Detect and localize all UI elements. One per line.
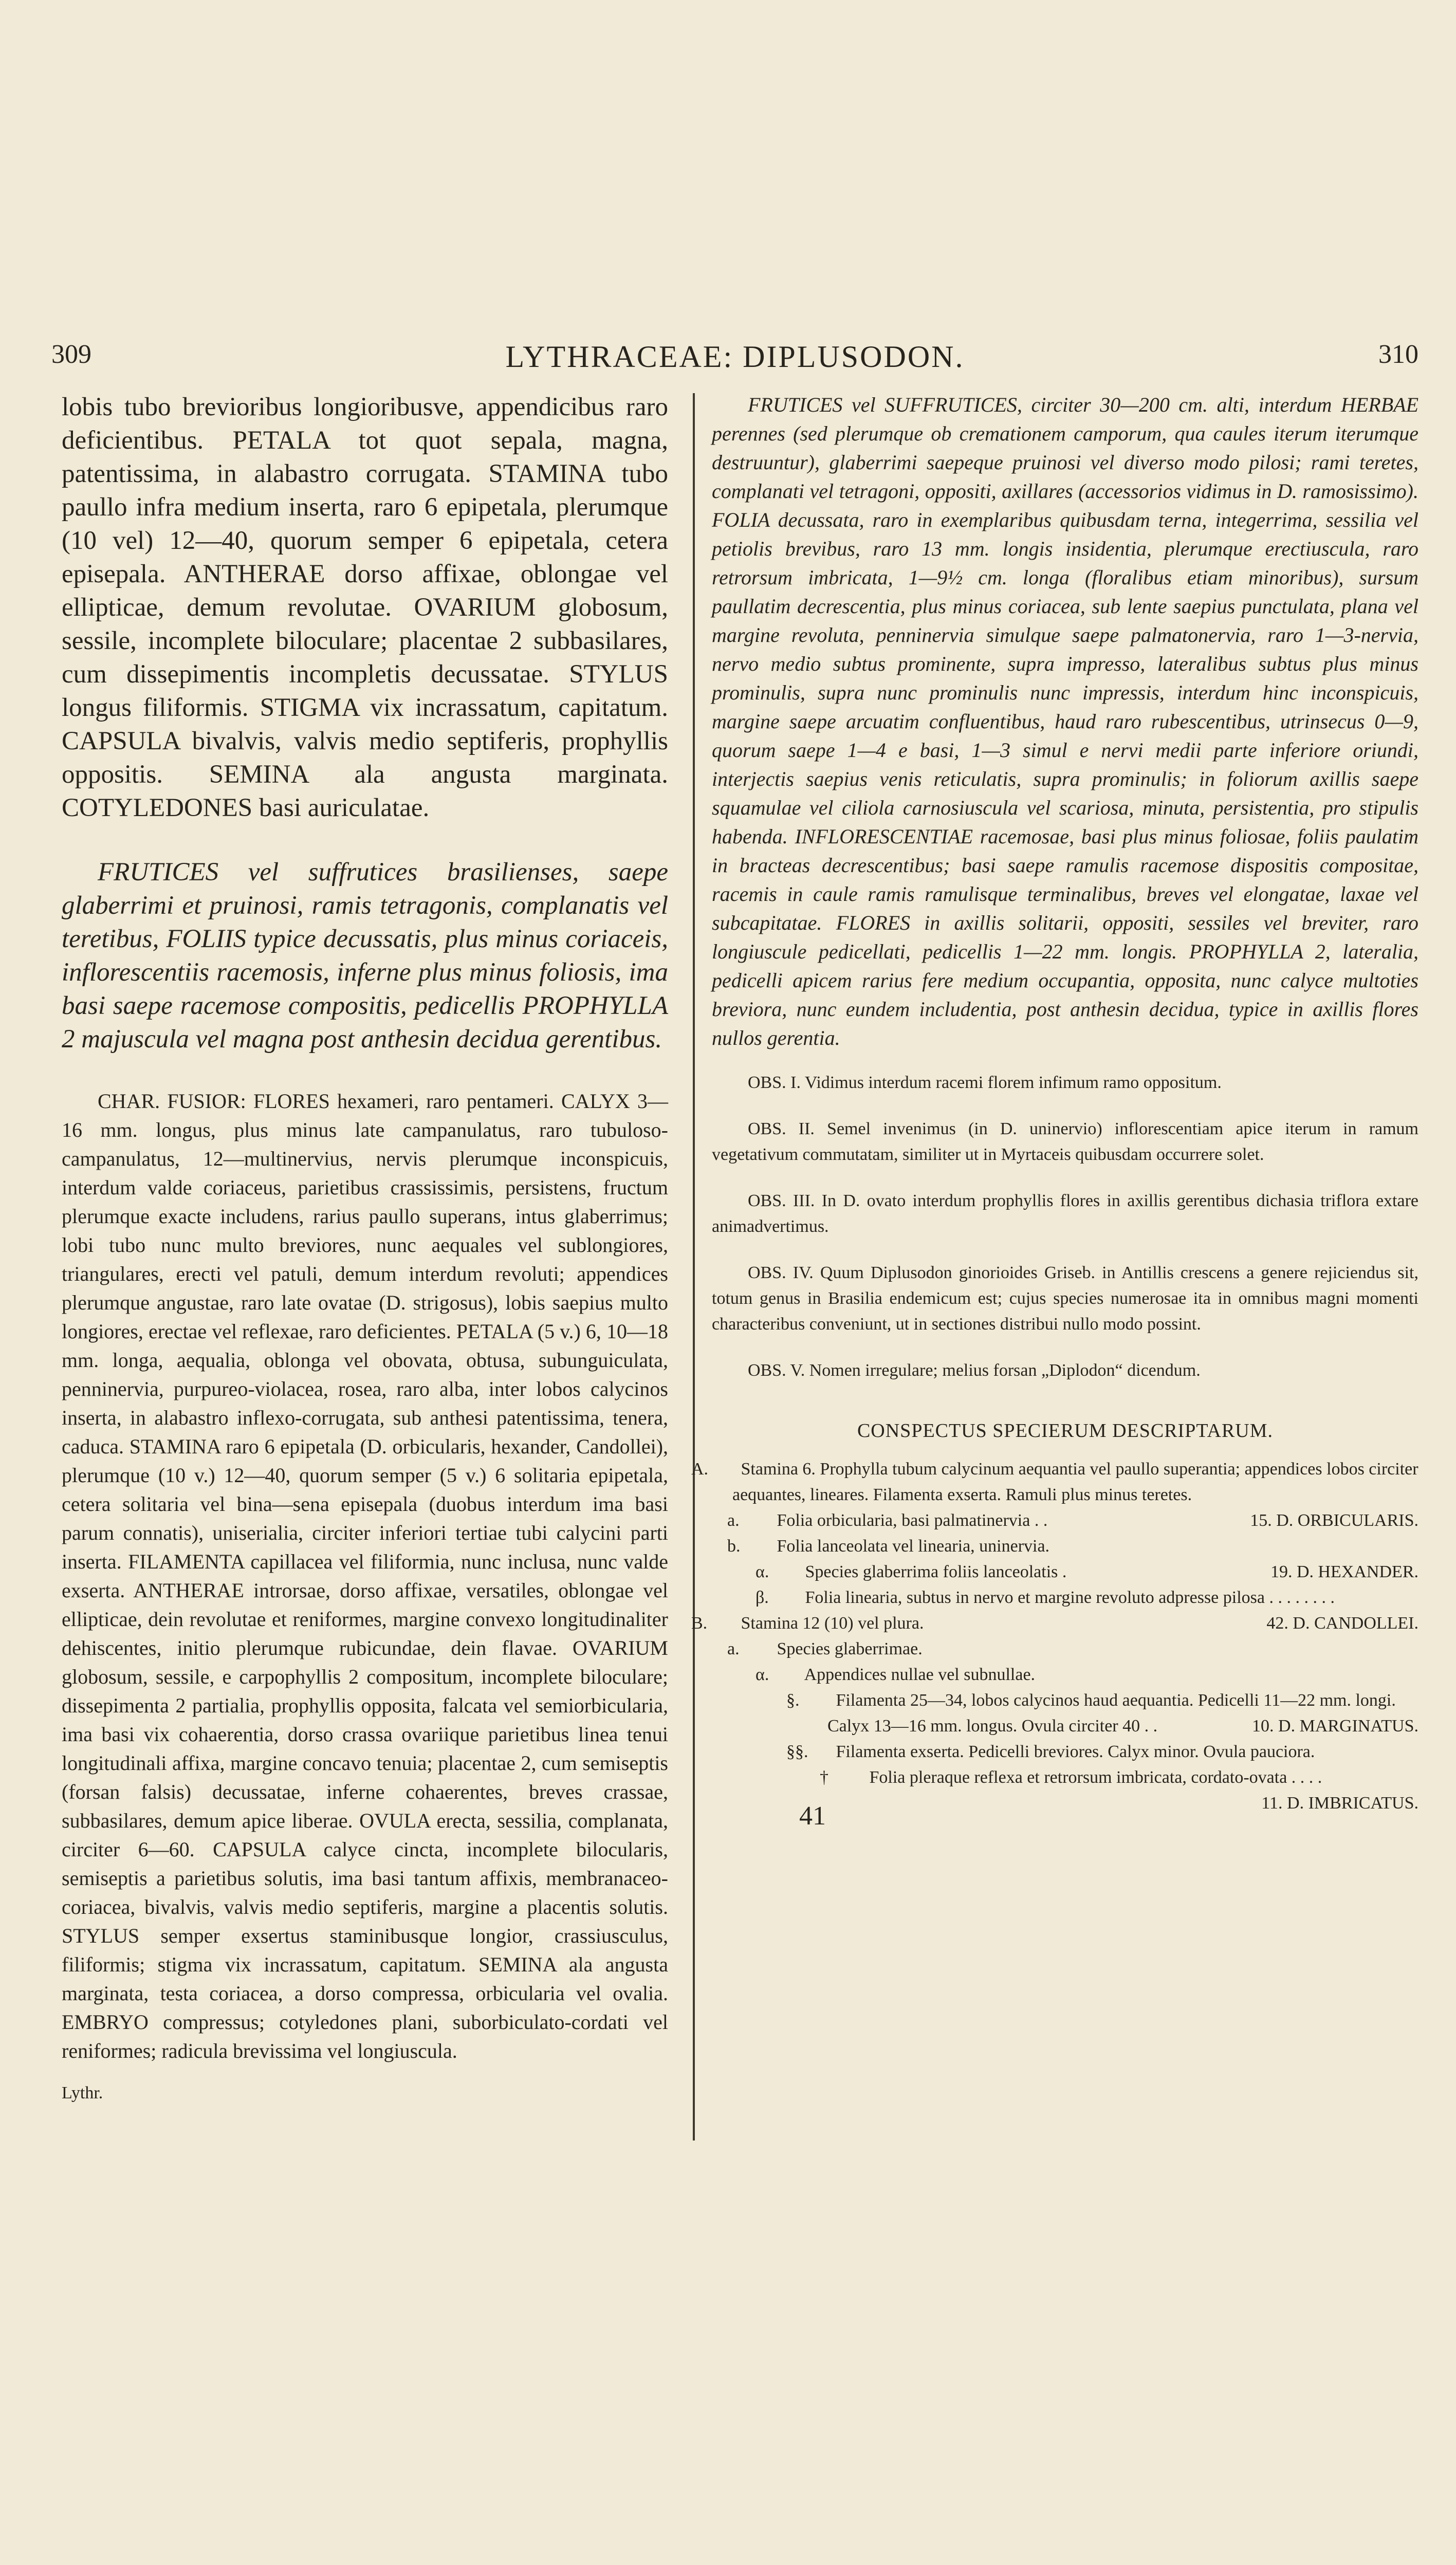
conspectus-entry bbox=[712, 1739, 1418, 1765]
conspectus-entry bbox=[712, 1508, 1418, 1534]
conspectus-text: Stamina 12 (10) vel plura. bbox=[736, 1614, 924, 1633]
genus-character-text: lobis tubo brevioribus longioribusve, appendicibus raro deficientibus. PETALA tot quot sepala, magna, patentissima, in alabastro corrugata. STAMINA tubo paullo infra medium inserta, raro 6 epipetala, plerumque (10 vel) 12—40, quorum semper 6 epipetala, cetera episepala. ANTHERAE dorso affixae, oblongae vel ellipticae, demum revolutae. OVARIUM globosum, sessile, incomplete biloculare; placentae 2 subbasilares, cum dissepimentis incompletis decussatae. STYLUS longus filiformis. STIGMA vix incrassatum, capitatum. CAPSULA bivalvis, valvis medio septiferis, prophyllis oppositis. SEMINA ala angusta marginata. COTYLEDONES basi auriculatae. bbox=[62, 393, 668, 822]
page-number-right: 310 bbox=[1378, 340, 1418, 369]
conspectus-label: A. bbox=[691, 1460, 709, 1479]
signature-mark: Lythr. bbox=[62, 2083, 103, 2102]
conspectus-text: Folia linearia, subtus in nervo et margine revoluto adpresse pilosa . . . . . . . . bbox=[801, 1588, 1335, 1607]
conspectus-text: Appendices nullae vel subnullae. bbox=[801, 1665, 1036, 1684]
habit-description: FRUTICES vel SUFFRUTICES, circiter 30—200 cm. alti, interdum HERBAE perennes (sed plerumque ob cremationem camporum, qua caules iterum iterumque destruuntur), glaberrimi saepeque pruinosi vel diverso modo pilosi; rami teretes, complanati vel tetragoni, oppositi, axillares (accessorios vidimus in D. ramosissimo). FOLIA decussata, raro in exemplaribus quibusdam terna, integerrima, sessilia vel petiolis brevibus, raro 13 mm. longis insidentia, plerumque erectiuscula, raro retrorsum imbricata, 1—9½ cm. longa (floralibus etiam minoribus), sursum paullatim decrescentia, plus minus coriacea, sub lente saepius punctulata, plana vel margine revoluta, penninervia simulque saepe palmatonervia, raro 1—3-nervia, nervo medio subtus prominente, supra impresso, lateralibus subtus plus minus prominulis, supra nunc prominulis nunc impressis, interdum hinc inconspicuis, margine saepe arcuatim confluentibus, haud raro rubescentibus, utrinsecus 0—9, quorum saepe 1—4 e basi, 1—3 simul e nervi medii parte inferiore oriundi, interjectis saepius venis reticulatis, supra prominulis; in foliorum axillis saepe squamulae vel ciliola carnosiuscula vel scariosa, minuta, persistentia, pro stipulis habenda. INFLORESCENTIAE racemosae, basi plus minus foliosae, foliis paulatim in bracteas decrescentibus; basi saepe ramulis racemose dispositis compositae, racemis in caule ramis ramulisque terminalibus, breves vel elongatae, laxae vel subcapitatae. FLORES in axillis solitarii, oppositi, sessiles vel breviter, raro longiuscule pedicellati, pedicellis 1—22 mm. longis. PROPHYLLA 2, lateralia, pedicelli apicem rarius fere medium occupantia, opposita, nunc calyce multoties breviora, nunc eundem includentia, post anthesin decidua, typice in axillis flores nullos gerentia. bbox=[712, 393, 1418, 1049]
conspectus-label: §§. bbox=[786, 1742, 808, 1761]
conspectus-species-ref: 42. D. CANDOLLEI. bbox=[1266, 1614, 1418, 1633]
conspectus-label: a. bbox=[727, 1639, 740, 1658]
conspectus-entry bbox=[712, 1688, 1418, 1739]
observation-4: OBS. IV. Quum Diplusodon ginorioides Griseb. in Antillis crescens a genere rejiciendus sit, totum genus in Brasilia endemicum est; cujus species numerosae ita in omnibus magni momenti characteribus conveniunt, ut in sectiones distribui nullo modo possint. bbox=[712, 1263, 1418, 1334]
conspectus-entry bbox=[691, 1456, 1418, 1508]
observation-2: OBS. II. Semel invenimus (in D. uninervio) inflorescentiam apice iterum in ramum vegetativum commutatam, similiter ut in Myrtaceis quibusdam occurrere solet. bbox=[712, 1119, 1418, 1164]
conspectus-species-ref: 11. D. IMBRICATUS. bbox=[1261, 1794, 1418, 1813]
conspectus-label: † bbox=[820, 1768, 828, 1787]
conspectus-entry bbox=[712, 1559, 1418, 1585]
conspectus-label: b. bbox=[727, 1537, 741, 1556]
conspectus-species-ref: 15. D. ORBICULARIS. bbox=[1250, 1511, 1418, 1530]
observation-5: OBS. V. Nomen irregulare; melius forsan „Diplodon“ dicendum. bbox=[748, 1361, 1201, 1380]
column-divider bbox=[693, 393, 695, 2140]
character-fusior: CHAR. FUSIOR: FLORES hexameri, raro pentameri. CALYX 3—16 mm. longus, plus minus late campanulatus, raro tubuloso-campanulatus, 12—multinervius, nervis plerumque inconspicuis, interdum valde coriaceus, parietibus crassissimis, persistens, fructum plerumque exacte includens, rarius paullo superans, intus glaberrimus; lobi tubo nunc multo breviores, nunc aequales vel sublongiores, triangulares, erecti vel patuli, demum interdum revoluti; appendices plerumque angustae, raro late ovatae (D. strigosus), lobis saepius multo longiores, erectae vel reflexae, raro deficientes. PETALA (5 v.) 6, 10—18 mm. longa, aequalia, oblonga vel obovata, obtusa, subunguiculata, penninervia, purpureo-violacea, rosea, raro alba, inter lobos calycinos inserta, in alabastro inflexo-corrugata, sub anthesi patentissima, tenera, caduca. STAMINA raro 6 epipetala (D. orbicularis, hexander, Candollei), plerumque (10 v.) 12—40, quorum semper (5 v.) 6 solitaria epipetala, cetera solitaria vel bina—sena episepala (duobus interdum ima basi parum connatis), uniserialia, circiter inferiori tertiae tubi calycini parti inserta. FILAMENTA capillacea vel filiformia, nunc inclusa, nunc valde exserta. ANTHERAE introrsae, dorso affixae, versatiles, oblongae vel ellipticae, dein revolutae et reniformes, margine convexo longitudinaliter dehiscentes, initio plerumque rubicundae, dein flavae. OVARIUM globosum, sessile, e carpophyllis 2 compositum, incomplete biloculare; dissepimenta 2 partialia, prophyllis opposita, falcata vel semiorbicularia, ima basi vix cohaerentia, dorso crassa ovariique parietibus linea tenui longitudinali affixa, margine concavo tenuia; placentae 2, cum semiseptis (forsan falsis) decussatae, inferne cohaerentes, breves crassae, subbasilares, demum apice liberae. OVULA erecta, sessilia, complanata, circiter 6—60. CAPSULA calyce cincta, incomplete bilocularis, semiseptis a parietibus solutis, ima basi tantum affixis, membranaceo-coriacea, bivalvis, valvis medio septiferis, margine a placentis solutis. STYLUS semper exsertus staminibusque longior, crassiusculus, filiformis; stigma vix incrassatum, capitatum. SEMINA ala angusta marginata, testa coriacea, a dorso compressa, orbicularia vel ovalia. EMBRYO compressus; cotyledones plani, suborbiculato-cordati vel reniformes; radicula brevissima vel longiuscula. bbox=[62, 1090, 668, 2062]
page-number-left: 309 bbox=[51, 340, 91, 369]
conspectus-text: Filamenta 25—34, lobos calycinos haud aequantia. Pedicelli 11—22 mm. longi. Calyx 13—16 mm. longus. Ovula circiter 40 . . bbox=[827, 1691, 1396, 1736]
right-column bbox=[691, 391, 1418, 1831]
conspectus-entry bbox=[712, 1636, 1418, 1662]
conspectus-text: Folia orbicularia, basi palmatinervia . . bbox=[772, 1511, 1048, 1530]
genus-summary: FRUTICES vel suffrutices brasilienses, saepe glaberrimi et pruinosi, ramis tetragonis, complanatis vel teretibus, FOLIIS typice decussatis, plus minus coriaceis, inflorescentiis racemosis, inferne plus minus foliosis, ima basi saepe racemose compositis, pedicellis PROPHYLLA 2 majuscula vel magna post anthesin decidua gerentibus. bbox=[62, 858, 668, 1054]
conspectus-species-ref: 10. D. MARGINATUS. bbox=[1252, 1717, 1418, 1736]
left-column bbox=[62, 391, 668, 2103]
conspectus-text: Stamina 6. Prophylla tubum calycinum aequantia vel paullo superantia; appendices lobos circiter aequantes, lineares. Filamenta exserta. Ramuli plus minus teretes. bbox=[732, 1460, 1418, 1504]
signature-number: 41 bbox=[799, 1801, 826, 1831]
conspectus-text: Species glaberrimae. bbox=[772, 1639, 923, 1658]
conspectus-label: α. bbox=[755, 1562, 769, 1581]
conspectus-entry bbox=[712, 1534, 1418, 1559]
conspectus-text: Filamenta exserta. Pedicelli breviores. Calyx minor. Ovula pauciora. bbox=[832, 1742, 1315, 1761]
conspectus-title: CONSPECTUS SPECIERUM DESCRIPTARUM. bbox=[857, 1420, 1274, 1442]
conspectus-label: §. bbox=[786, 1691, 800, 1710]
conspectus-text: Folia pleraque reflexa et retrorsum imbricata, cordato-ovata . . . . bbox=[865, 1768, 1322, 1787]
page-header bbox=[51, 339, 1418, 380]
conspectus-species-ref: 19. D. HEXANDER. bbox=[1270, 1562, 1418, 1581]
conspectus-label: B. bbox=[691, 1614, 708, 1633]
conspectus-label: α. bbox=[755, 1665, 769, 1684]
conspectus-entry bbox=[712, 1662, 1418, 1688]
conspectus-text: Species glaberrima foliis lanceolatis . bbox=[801, 1562, 1067, 1581]
conspectus-label: a. bbox=[727, 1511, 740, 1530]
conspectus-text: Folia lanceolata vel linearia, uninervia. bbox=[772, 1537, 1050, 1556]
conspectus-key bbox=[691, 1456, 1418, 1813]
observation-3: OBS. III. In D. ovato interdum prophyllis flores in axillis gerentibus dichasia triflora extare animadvertimus. bbox=[712, 1191, 1418, 1236]
conspectus-entry bbox=[691, 1611, 1418, 1636]
conspectus-entry bbox=[712, 1765, 1418, 1813]
observation-1: OBS. I. Vidimus interdum racemi florem infimum ramo oppositum. bbox=[748, 1073, 1222, 1092]
running-title: LYTHRACEAE: DIPLUSODON. bbox=[505, 340, 965, 374]
conspectus-label: β. bbox=[755, 1588, 769, 1607]
